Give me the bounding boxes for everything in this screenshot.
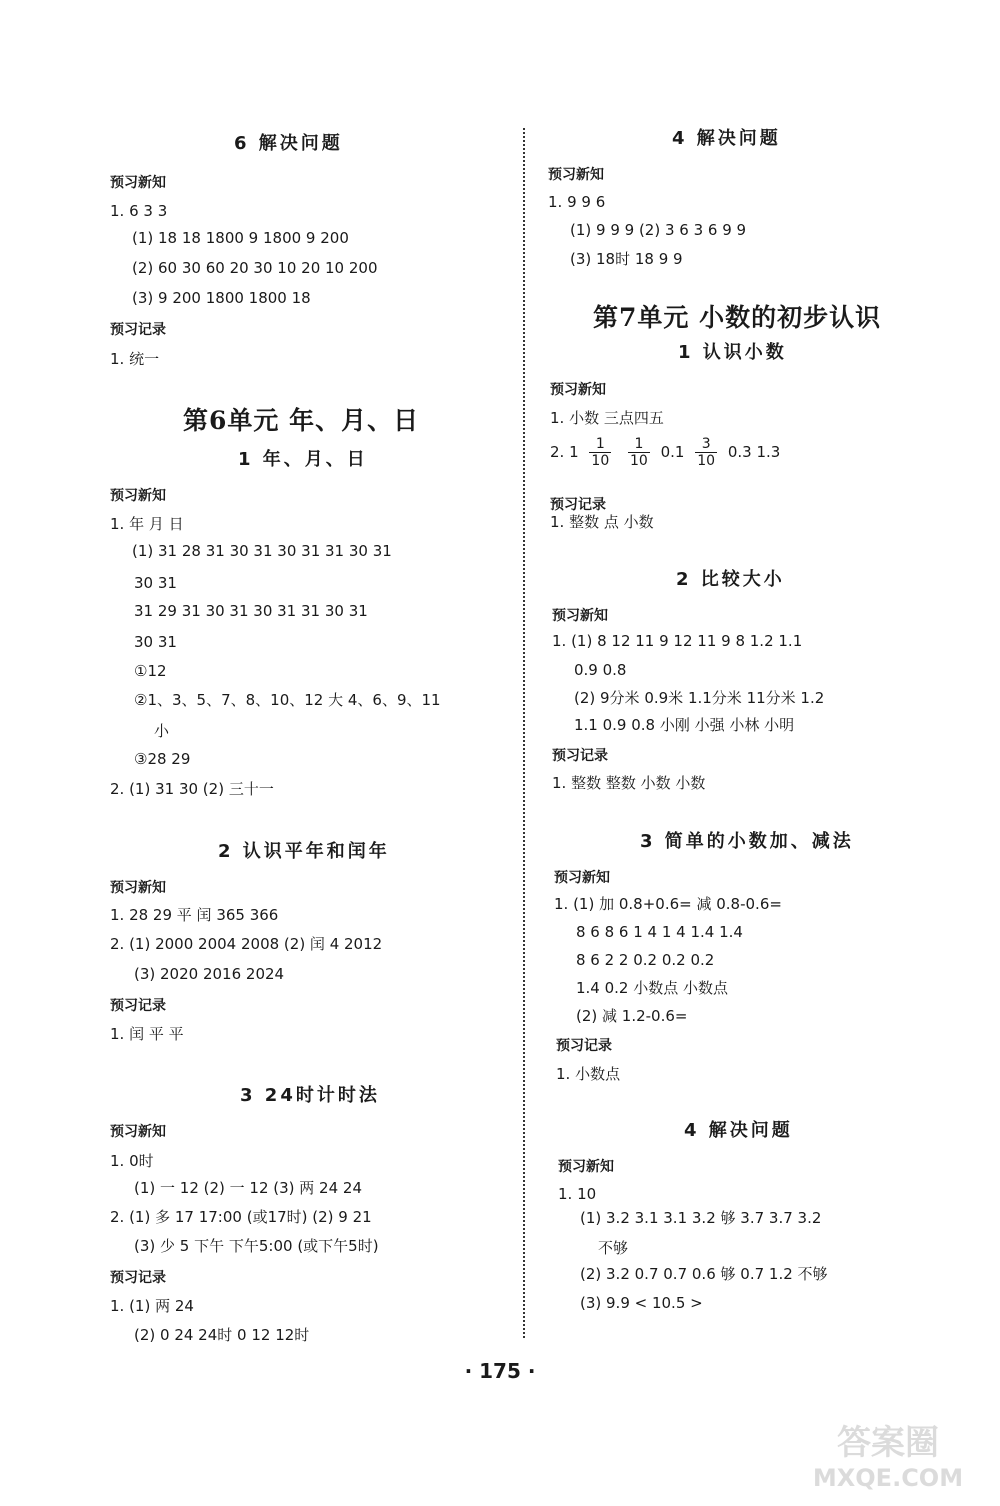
left-answer-line: 1. 0时 (110, 1152, 154, 1170)
right-answer-line: (1) 3.2 3.1 3.1 3.2 够 3.7 3.7 3.2 (580, 1209, 822, 1227)
watermark-url: MXQE.COM (812, 1464, 964, 1492)
left-answer-line: 小 (154, 722, 170, 740)
left-answer-line: 30 31 (134, 574, 177, 592)
right-answer-line: 1. 9 9 6 (548, 193, 606, 211)
left-answer-line: (1) 一 12 (2) 一 12 (3) 两 24 24 (134, 1179, 363, 1197)
left-subsection-label: 预习新知 (110, 175, 166, 191)
right-answer-line: (2) 减 1.2-0.6= (576, 1007, 688, 1025)
left-answer-line: 2. (1) 31 30 (2) 三十一 (110, 780, 274, 798)
watermark-cn: 答案圈 (837, 1423, 939, 1463)
right-answer-line: 8 6 2 2 0.2 0.2 0.2 (576, 951, 715, 969)
left-subsection-label: 预习新知 (110, 1124, 166, 1140)
left-answer-line: (3) 2020 2016 2024 (134, 965, 285, 983)
left-answer-line: 2. (1) 多 17 17:00 (或17时) (2) 9 21 (110, 1208, 372, 1226)
right-answer-line: (3) 9.9 < 10.5 > (580, 1294, 703, 1312)
right-answer-line: 0.9 0.8 (574, 661, 627, 679)
right-answer-line: 1. 10 (558, 1185, 597, 1203)
fraction-line-value-a: 0.1 (660, 443, 685, 461)
left-answer-line: 1. (1) 两 24 (110, 1297, 194, 1315)
left-section-heading: 1 年、月、日 (238, 449, 368, 470)
left-answer-line: (3) 少 5 下午 下午5:00 (或下午5时) (134, 1237, 379, 1255)
fraction-line-value-b: 0.3 1.3 (727, 443, 781, 461)
right-subsection-label: 预习记录 (550, 497, 606, 513)
right-answer-line: (2) 3.2 0.7 0.7 0.6 够 0.7 1.2 不够 (580, 1265, 828, 1283)
right-subsection-label: 预习新知 (550, 382, 606, 398)
left-answer-line: 31 29 31 30 31 30 31 31 30 31 (134, 602, 368, 620)
left-answer-line: 2. (1) 2000 2004 2008 (2) 闰 4 2012 (110, 935, 383, 953)
left-answer-line: 1. 年 月 日 (110, 515, 184, 533)
right-subsection-label: 预习新知 (554, 870, 610, 886)
right-answer-line: 8 6 8 6 1 4 1 4 1.4 1.4 (576, 923, 743, 941)
right-answer-line: 1. 整数 点 小数 (550, 513, 654, 531)
watermark-logo (808, 1416, 968, 1492)
right-answer-line: 1. (1) 8 12 11 9 12 11 9 8 1.2 1.1 (552, 632, 803, 650)
right-subsection-label: 预习新知 (558, 1159, 614, 1175)
right-subsection-label: 预习新知 (548, 167, 604, 183)
left-answer-line: 1. 闰 平 平 (110, 1025, 184, 1043)
right-section-heading: 4 解决问题 (672, 128, 781, 149)
left-subsection-label: 预习记录 (110, 998, 166, 1014)
right-subsection-label: 预习新知 (552, 608, 608, 624)
fraction-3-10: $\frac{3}{10}$ (697, 436, 716, 469)
right-section-heading: 3 简单的小数加、减法 (640, 831, 854, 852)
left-answer-line: 1. 6 3 3 (110, 202, 168, 220)
left-answer-line: (2) 0 24 24时 0 12 12时 (134, 1326, 310, 1344)
page-number: · 175 · (464, 1359, 536, 1383)
right-answer-line: (1) 9 9 9 (2) 3 6 3 6 9 9 (570, 221, 747, 239)
right-section-heading: 2 比较大小 (676, 569, 785, 590)
left-section-heading: 3 24时计时法 (240, 1085, 380, 1106)
left-answer-line: 1. 统一 (110, 350, 160, 368)
right-unit-title: 第7单元 小数的初步认识 (593, 303, 882, 332)
right-subsection-label: 预习记录 (556, 1038, 612, 1054)
left-answer-line: (2) 60 30 60 20 30 10 20 10 200 (132, 259, 378, 277)
right-answer-line: 1. (1) 加 0.8+0.6= 减 0.8-0.6= (554, 895, 782, 913)
right-answer-line: (3) 18时 18 9 9 (570, 250, 683, 268)
left-answer-line: (1) 31 28 31 30 31 30 31 31 30 31 (132, 542, 392, 560)
left-answer-line: ①12 (134, 662, 167, 680)
right-section-heading: 4 解决问题 (684, 1120, 793, 1141)
left-answer-line: (3) 9 200 1800 1800 18 (132, 289, 311, 307)
right-answer-line: 1. 小数点 (556, 1065, 621, 1083)
column-divider (523, 128, 525, 1338)
left-answer-line: (1) 18 18 1800 9 1800 9 200 (132, 229, 349, 247)
right-answer-line: 1.1 0.9 0.8 小刚 小强 小林 小明 (574, 716, 795, 734)
right-section-heading: 1 认识小数 (678, 342, 787, 363)
left-section-heading: 2 认识平年和闰年 (218, 841, 390, 862)
right-answer-line: (2) 9分米 0.9米 1.1分米 11分米 1.2 (574, 689, 825, 707)
left-subsection-label: 预习新知 (110, 880, 166, 896)
right-answer-line: 1.4 0.2 小数点 小数点 (576, 979, 729, 997)
right-answer-line: 1. 整数 整数 小数 小数 (552, 774, 706, 792)
left-subsection-label: 预习新知 (110, 488, 166, 504)
left-answer-line: 1. 28 29 平 闰 365 366 (110, 906, 279, 924)
fraction-1-10-a: $\frac{1}{10}$ (591, 436, 610, 469)
left-answer-line: ③28 29 (134, 750, 191, 768)
left-section-heading: 6 解决问题 (234, 133, 343, 154)
left-subsection-label: 预习记录 (110, 1270, 166, 1286)
left-unit-title: 第6单元 年、月、日 (183, 406, 420, 435)
fraction-answer-line (550, 436, 780, 469)
right-answer-line: 不够 (598, 1239, 629, 1257)
right-subsection-label: 预习记录 (552, 748, 608, 764)
fraction-line-prefix: 2. 1 (550, 443, 579, 461)
left-subsection-label: 预习记录 (110, 322, 166, 338)
left-answer-line: ②1、3、5、7、8、10、12 大 4、6、9、11 (134, 691, 441, 709)
right-answer-line: 1. 小数 三点四五 (550, 409, 664, 427)
fraction-1-10-b: $\frac{1}{10}$ (630, 436, 648, 469)
left-answer-line: 30 31 (134, 633, 177, 651)
